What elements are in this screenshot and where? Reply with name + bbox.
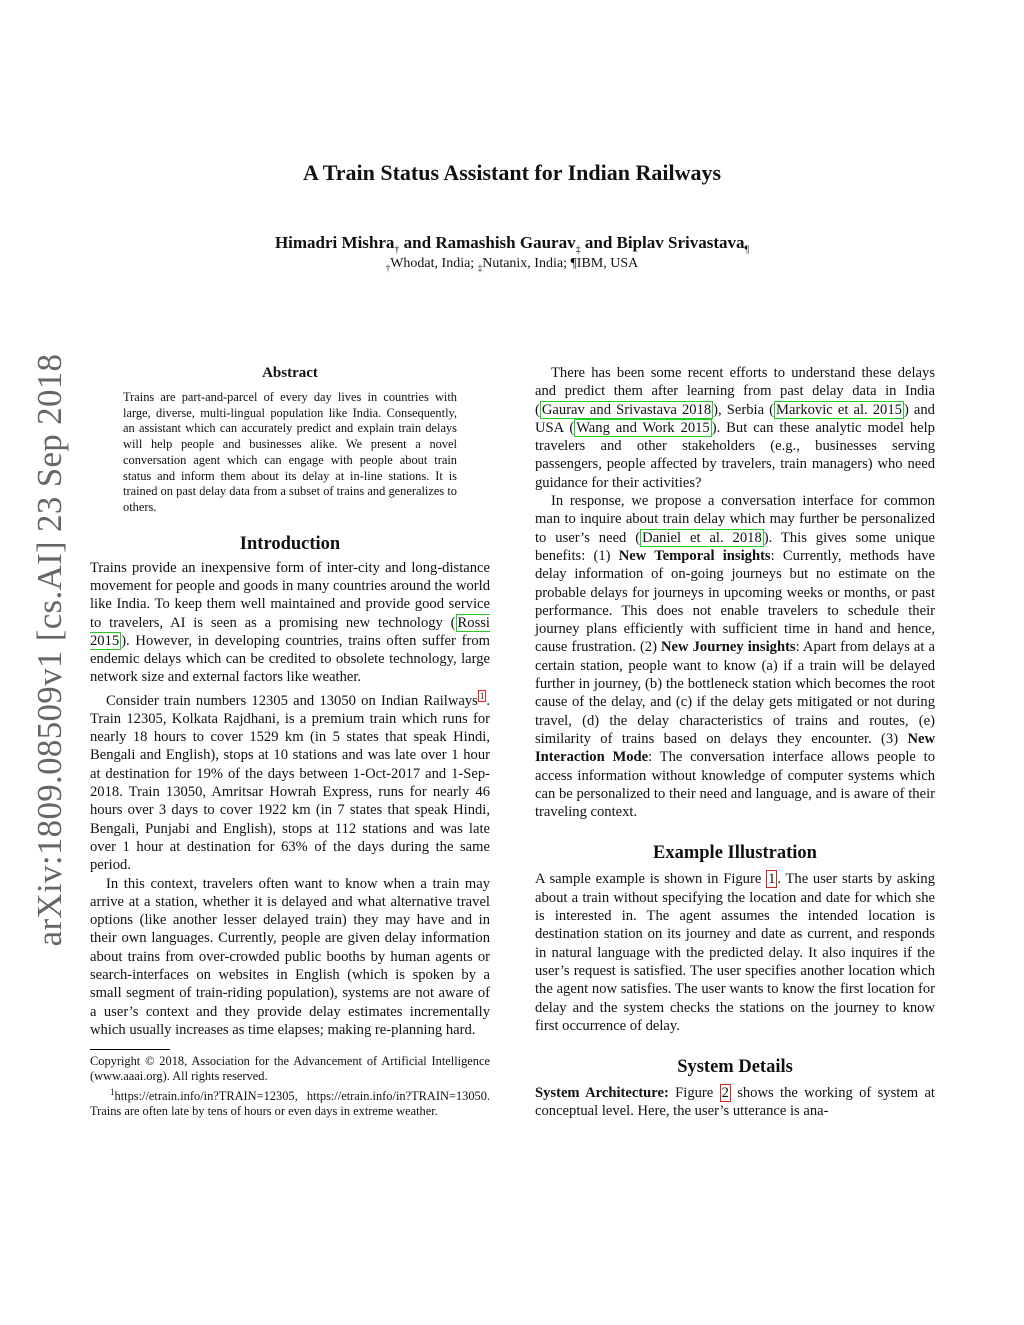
text-run: Consider train numbers 12305 and 13050 on Indian Railways <box>106 692 478 709</box>
intro-paragraph-3: In this context, travelers often want to know when a train may arrive at a station, whether it is delayed and what alternative travel options (like another lesser delayed train) they may have and in their own languages. Currently, people are given delay information about trains from over-crowded public booths by human agents or search-interfaces on websites in English (which is spoken by a small segment of train-riding population), systems are not aware of a user’s context and they provide delay estimates incrementally which usually increases as time elapses; making re-planning hard. <box>90 875 490 1038</box>
body-paragraph-1 <box>535 364 935 492</box>
author-separator: and <box>580 233 617 252</box>
figure-link[interactable]: 1 <box>768 871 776 888</box>
affiliation-mark: ‡ <box>575 244 581 256</box>
text-run: : Currently, methods have delay information of on-going journeys but no estimate on the probable delays for journeys in upcoming weeks or months, or past performance. This does not enable travelers to schedule their journey plans efficiently with sufficient time in hand and hence, cause frustration. (2) <box>535 547 935 656</box>
affiliation-text: Nutanix, India; ¶IBM, USA <box>482 256 639 271</box>
footnote-1 <box>90 1085 490 1120</box>
text-run: ). But can these analytic model help travelers and other stakeholders (e.g., businesses serving passengers, people affected by travelers, train managers) who need guidance for their activities? <box>535 419 935 491</box>
author-name: Biplav Srivastava <box>616 233 745 252</box>
affiliation-mark: ‡ <box>477 262 483 273</box>
text-run: ) and USA ( <box>535 401 935 436</box>
bold-term: New Temporal insights <box>618 547 771 564</box>
text-run: ), Serbia ( <box>713 401 775 418</box>
example-illustration-heading: Example Illustration <box>653 843 817 864</box>
abstract-heading: Abstract <box>262 365 318 381</box>
affiliation-text: Whodat, India; <box>390 256 478 271</box>
citation-link[interactable]: Markovic et al. 2015 <box>776 401 902 418</box>
body-paragraph-4 <box>535 1084 935 1121</box>
footnote-link[interactable]: 1 <box>479 690 485 701</box>
text-run: A sample example is shown in Figure <box>535 871 767 888</box>
text-run: There has been some recent efforts to understand these delays and predict them after learning from past delay data in India ( <box>535 365 935 418</box>
intro-paragraph-2 <box>90 687 490 875</box>
author-separator: and <box>399 233 436 252</box>
author-name: Himadri Mishra <box>274 233 395 252</box>
system-details-heading: System Details <box>677 1057 793 1078</box>
right-column <box>535 364 935 1121</box>
text-run: . The user starts by asking about a train without specifying the location and date for which she is interested in. The agent assumes the intended location is destination station on its journey and date as current, and responds in natural language with the predicted delay. It also inquires if the user’s request is satisfied. The user specifies another location which the agent now satisfies. The user wants to know the first location for delay and the system checks the stations on the journey to know first occurrence of delay. <box>535 871 935 1034</box>
figure-link[interactable]: 2 <box>721 1085 729 1102</box>
body-paragraph-3 <box>535 870 935 1035</box>
paper-title: A Train Status Assistant for Indian Railways <box>302 160 722 185</box>
introduction-heading: Introduction <box>239 533 341 554</box>
text-run: Figure <box>668 1085 720 1102</box>
citation-link[interactable]: Rossi 2015 <box>90 614 490 649</box>
affiliation-mark: ¶ <box>744 244 750 256</box>
intro-paragraph-1 <box>90 559 490 687</box>
citation-link[interactable]: Wang and Work 2015 <box>576 419 710 436</box>
bold-term: New Journey insights <box>661 639 796 656</box>
abstract-text: Trains are part-and-parcel of every day lives in countries with large, diverse, multi-lingual population like India. Consequently, an assistant which can accurately predict and explain train delays will help people and businesses alike. We present a novel conversation agent which can engage with people about train status and inform them about its delay at in-line stations. It is trained on past delay data from a subset of trains and generalizes to others. <box>123 390 457 514</box>
arxiv-identifier-stamp: arXiv:1809.08509v1 [cs.AI] 23 Sep 2018 <box>30 353 69 947</box>
body-paragraph-2 <box>535 492 935 821</box>
footnote-divider <box>90 1049 170 1050</box>
footnote-text: https://etrain.info/in?TRAIN=12305, https://etrain.info/in?TRAIN=13050. Trains are often late by tens of hours or even days in extreme weather. <box>90 1088 490 1118</box>
footnote-mark: 1 <box>110 1086 115 1097</box>
copyright-notice: Copyright © 2018, Association for the Advancement of Artificial Intelligence (www.aaai.org). All rights reserved. <box>90 1054 490 1084</box>
bold-term: New Interaction Mode <box>535 730 935 766</box>
text-run: shows the working of system at conceptual level. Here, the user’s utterance is ana- <box>535 1085 935 1120</box>
left-column <box>90 364 490 1119</box>
citation-link[interactable]: Gaurav and Srivastava 2018 <box>541 401 712 418</box>
text-run: ). However, in developing countries, trains often suffer from endemic delays which can be credited to obsolete technology, large network size and external factors like weather. <box>90 632 490 686</box>
text-run: : The conversation interface allows people to access information without knowledge of computer systems which can be personalized to their need and language, and is aware of their traveling context. <box>535 749 935 821</box>
affiliations <box>0 256 1024 273</box>
affiliation-mark: † <box>394 244 400 256</box>
bold-term: System Architecture: <box>535 1085 669 1102</box>
text-run: Trains provide an inexpensive form of inter-city and long-distance movement for people and goods in many countries around the world like India. To keep them well maintained and provide good service to travelers, AI is seen as a promising new technology ( <box>90 559 490 631</box>
text-run: : Apart from delays at a certain station, people want to know (a) if a train will be delayed further in journey, (b) the bottleneck station which becomes the root cause of the delay, and (c) if the delay gets mitigated or not during travel, (d) the delay characteristics of trains and routes, (e) similarity of trains based on delays they encounter. (3) <box>535 639 935 747</box>
author-name: Ramashish Gaurav <box>435 233 576 252</box>
citation-link[interactable]: Daniel et al. 2018 <box>642 529 762 546</box>
author-list <box>0 233 1024 255</box>
affiliation-mark: † <box>385 262 391 273</box>
text-run: . Train 12305, Kolkata Rajdhani, is a premium train which runs for nearly 18 hours to cover 1529 km (in 5 states that speak Hindi, Bengali and English), stops at 10 stations and was late over 1 hour at destination for 19% of the days between 1-Oct-2017 and 1-Sep-2018. Train 13050, Amritsar Howrah Express, runs for nearly 46 hours over 3 days to cover 1922 km (in 7 states that speak Hindi, Bengali, Punjabi and English), stops at 112 stations and was late over 1 hour at destination for 63% of the days during the same period. <box>90 692 490 874</box>
text-run: ). This gives some unique benefits: (1) <box>535 529 935 564</box>
text-run: In response, we propose a conversation interface for common man to inquire about train delay which may further be personalized to user’s need ( <box>535 493 935 546</box>
